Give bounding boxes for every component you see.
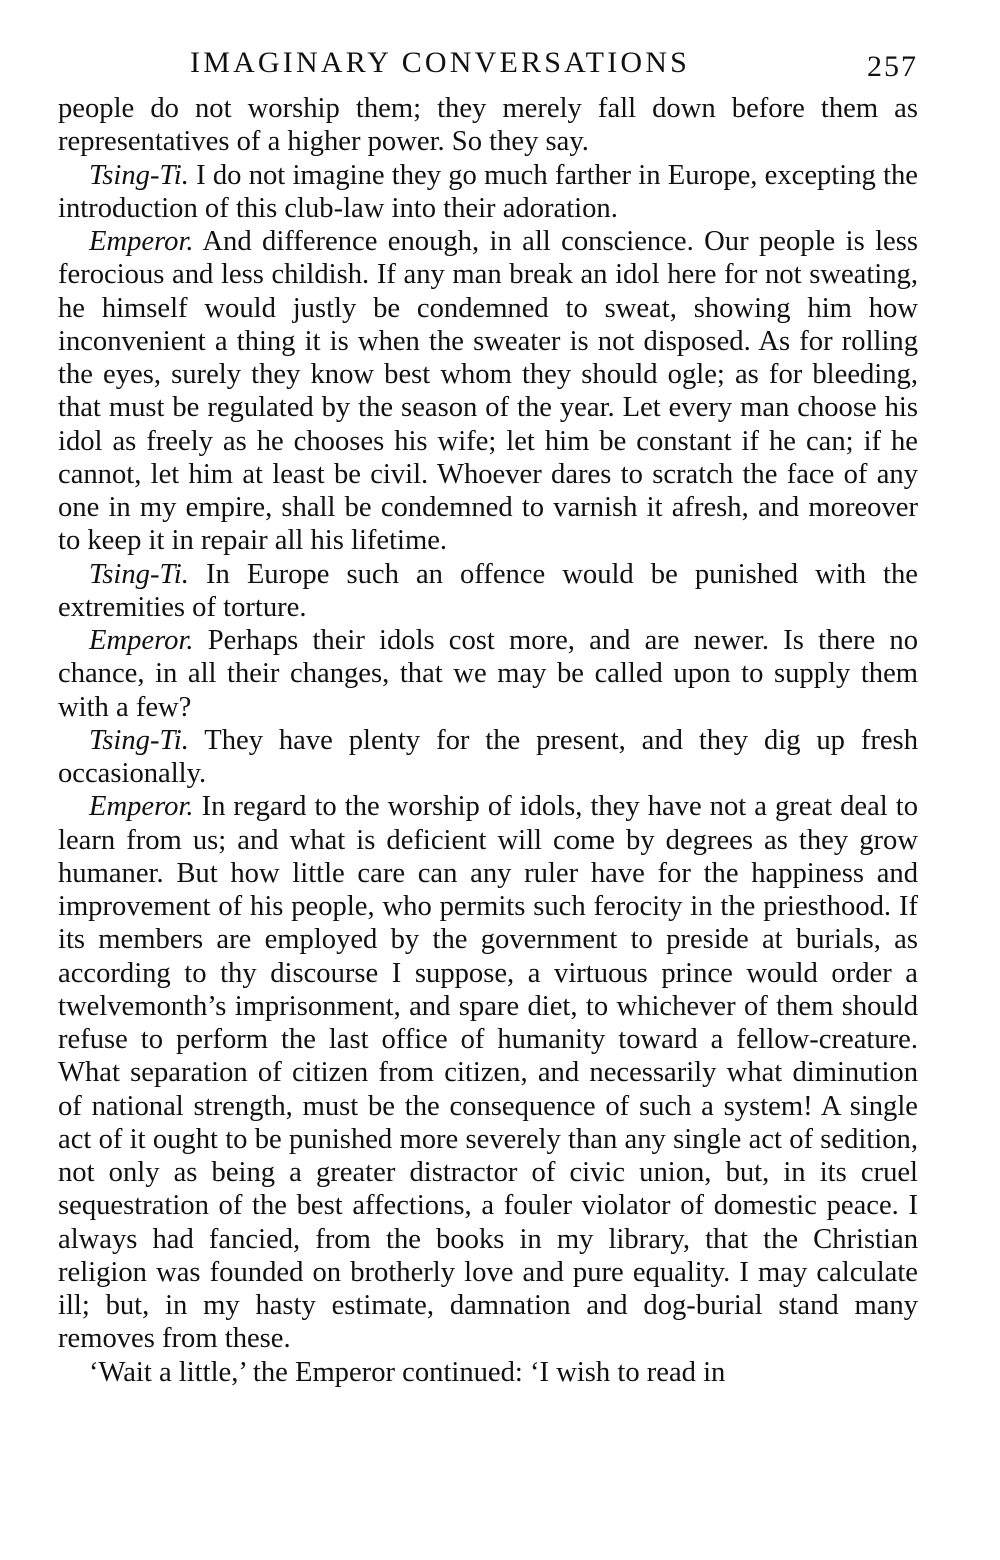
dialogue-paragraph xyxy=(58,558,918,625)
speaker-name: Emperor. xyxy=(89,625,194,656)
dialogue-paragraph xyxy=(58,624,918,724)
paragraph-text: They have plenty for the present, and they dig up fresh occasionally. xyxy=(58,724,918,789)
paragraph-text: I do not imagine they go much farther in Europe, excepting the introduction of this club-law into their adoration. xyxy=(58,159,918,224)
dialogue-paragraph xyxy=(58,159,918,226)
speaker-name: Emperor. xyxy=(89,226,194,257)
book-page xyxy=(58,40,918,1389)
paragraph-text: In regard to the worship of idols, they have not a great deal to learn from us; and what is deficient will come by degrees as they grow humaner. But how little care can any ruler have for the happiness and improvement of his people, who permits such ferocity in the priesthood. If its members are employed by the government to preside at burials, as according to thy discourse I suppose, a virtuous prince would order a twelvemonth’s imprisonment, and spare diet, to whichever of them should refuse to perform the last office of humanity toward a fellow-creature. What separation of citizen from citizen, and necessarily what diminution of national strength, must be the consequence of such a system! A single act of it ought to be punished more severely than any single act of sedition, not only as being a greater distractor of civic union, but, in its cruel sequestration of the best affections, a fouler violator of domestic peace. I always had fancied, from the books in my library, that the Christian religion was founded on brotherly love and pure equality. I may calculate ill; but, in my hasty estimate, damnation and dog-burial stand many removes from these. xyxy=(58,791,918,1355)
paragraph-text: And difference enough, in all conscience. Our people is less ferocious and less childish. If any man break an idol here for not sweating, he himself would justly be condemned to sweat, showing him how inconvenient a thing it is when the sweater is not disposed. As for rolling the eyes, surely they know best whom they should ogle; as for bleeding, that must be regulated by the season of the year. Let every man choose his idol as freely as he chooses his wife; let him be constant if he can; if he cannot, let him at least be civil. Whoever dares to scratch the face of any one in my empire, shall be condemned to varnish it afresh, and moreover to keep it in repair all his lifetime. xyxy=(58,226,918,557)
narrative-paragraph xyxy=(58,1356,918,1389)
running-head: IMAGINARY CONVERSATIONS xyxy=(190,46,691,79)
paragraph-text: ‘Wait a little,’ the Emperor continued: ‘I wish to read in xyxy=(89,1356,726,1388)
dialogue-paragraph xyxy=(58,790,918,1355)
speaker-name: Tsing-Ti. xyxy=(89,724,189,756)
speaker-name: Emperor. xyxy=(89,791,194,823)
body-text xyxy=(58,92,918,1389)
speaker-name: Tsing-Ti. xyxy=(89,558,189,590)
paragraph-continuation xyxy=(58,92,918,159)
speaker-name: Tsing-Ti. xyxy=(89,159,189,191)
paragraph-text: people do not worship them; they merely fall down before them as representatives of a higher power. So they say. xyxy=(58,93,918,158)
dialogue-paragraph xyxy=(58,724,918,791)
page-header xyxy=(58,40,918,92)
page-number: 257 xyxy=(867,50,918,83)
paragraph-text: Perhaps their idols cost more, and are newer. Is there no chance, in all their changes, that we may be called upon to supply them with a few? xyxy=(58,625,918,723)
paragraph-text: In Europe such an offence would be punished with the extremities of torture. xyxy=(58,558,918,623)
dialogue-paragraph xyxy=(58,225,918,558)
